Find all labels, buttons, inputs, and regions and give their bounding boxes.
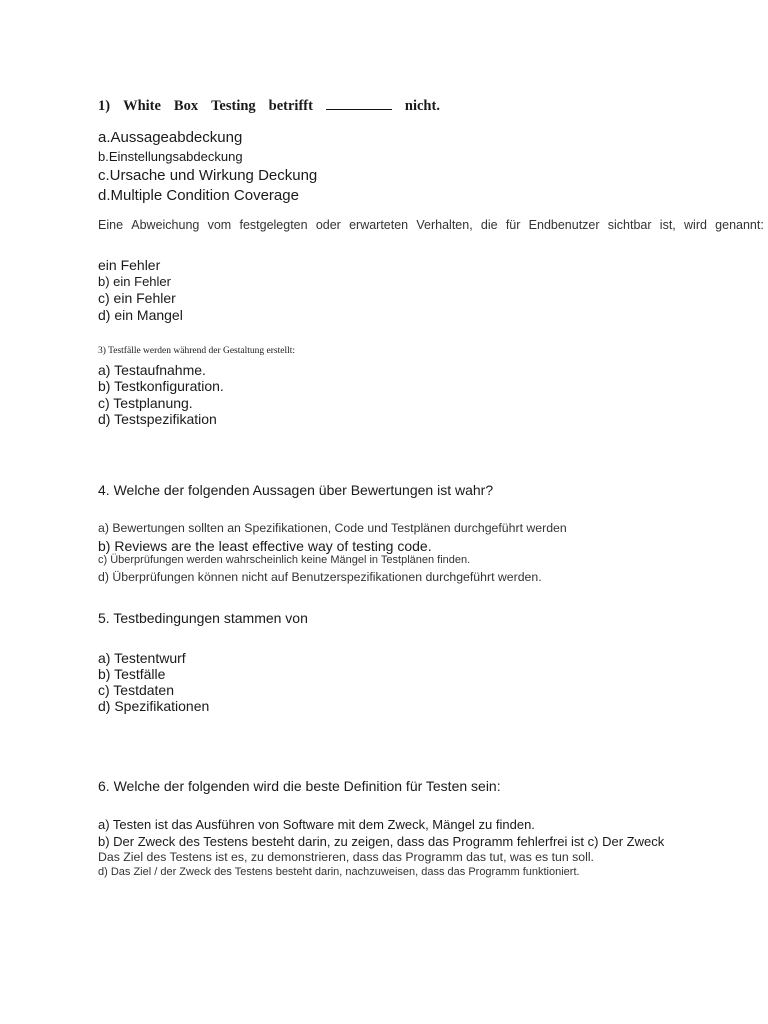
q1-word: White bbox=[123, 98, 161, 114]
fill-in-blank bbox=[326, 97, 392, 110]
q5-option-c: c) Testdaten bbox=[98, 682, 175, 698]
q2-word: Eine bbox=[98, 218, 124, 232]
question-2-text bbox=[98, 219, 764, 232]
q2-word: Verhalten, bbox=[416, 218, 473, 232]
q2-word: wird bbox=[684, 218, 707, 232]
q3-option-c: c) Testplanung. bbox=[98, 395, 193, 411]
q2-option-b: b) ein Fehler bbox=[98, 274, 171, 289]
q2-word: für bbox=[505, 218, 521, 232]
q1-word: 1) bbox=[98, 98, 111, 114]
q1-word: Box bbox=[173, 98, 199, 114]
question-5-text: 5. Testbedingungen stammen von bbox=[98, 610, 308, 626]
q2-word: Endbenutzer bbox=[528, 218, 600, 232]
q2-option-a: ein Fehler bbox=[98, 257, 161, 273]
q1-word: nicht. bbox=[404, 98, 440, 114]
q5-option-d: d) Spezifikationen bbox=[98, 698, 210, 714]
q2-word: oder bbox=[315, 218, 341, 232]
q4-option-b: b) Reviews are the least effective way of testing code. bbox=[98, 538, 432, 554]
q2-word: genannt: bbox=[715, 218, 764, 232]
q6-option-b: b) Der Zweck des Testens besteht darin, zu zeigen, dass das Programm fehlerfrei ist c) Der Zweck bbox=[98, 834, 665, 849]
question-1-text bbox=[98, 97, 440, 114]
q1-option-c: c.Ursache und Wirkung Deckung bbox=[98, 167, 318, 184]
q2-word: Abweichung bbox=[131, 218, 200, 232]
question-4-text: 4. Welche der folgenden Aussagen über Bewertungen ist wahr? bbox=[98, 482, 494, 498]
q5-option-b: b) Testfälle bbox=[98, 666, 166, 682]
q4-option-d: d) Überprüfungen können nicht auf Benutzerspezifikationen durchgeführt werden. bbox=[98, 570, 542, 584]
q4-option-a: a) Bewertungen sollten an Spezifikationen, Code und Testplänen durchgeführt werden bbox=[98, 521, 567, 535]
q1-word: betrifft bbox=[268, 98, 313, 114]
q2-word: sichtbar bbox=[607, 218, 652, 232]
q6-option-a: a) Testen ist das Ausführen von Software mit dem Zweck, Mängel zu finden. bbox=[98, 817, 535, 832]
q2-word: die bbox=[480, 218, 498, 232]
q3-option-d: d) Testspezifikation bbox=[98, 411, 217, 427]
q3-option-a: a) Testaufnahme. bbox=[98, 362, 206, 378]
q6-option-d: d) Das Ziel / der Zweck des Testens besteht darin, nachzuweisen, dass das Programm funktioniert. bbox=[98, 866, 580, 878]
q6-option-c: Das Ziel des Testens ist es, zu demonstrieren, dass das Programm das tut, was es tun soll. bbox=[98, 850, 594, 864]
q2-word: erwarteten bbox=[349, 218, 409, 232]
q2-word: festgelegten bbox=[239, 218, 308, 232]
q1-option-b: b.Einstellungsabdeckung bbox=[98, 149, 243, 164]
q2-word: ist, bbox=[659, 218, 676, 232]
q2-word: vom bbox=[207, 218, 232, 232]
q2-option-c: c) ein Fehler bbox=[98, 290, 176, 306]
q2-option-d: d) ein Mangel bbox=[98, 307, 183, 323]
question-6-text: 6. Welche der folgenden wird die beste Definition für Testen sein: bbox=[98, 778, 501, 794]
question-3-text: 3) Testfälle werden während der Gestaltung erstellt: bbox=[98, 346, 296, 356]
q1-word: Testing bbox=[211, 98, 256, 114]
q1-option-d: d.Multiple Condition Coverage bbox=[98, 187, 299, 204]
q1-option-a: a.Aussageabdeckung bbox=[98, 129, 243, 146]
q3-option-b: b) Testkonfiguration. bbox=[98, 378, 224, 394]
q4-option-c: c) Überprüfungen werden wahrscheinlich keine Mängel in Testplänen finden. bbox=[98, 554, 471, 566]
q5-option-a: a) Testentwurf bbox=[98, 650, 186, 666]
